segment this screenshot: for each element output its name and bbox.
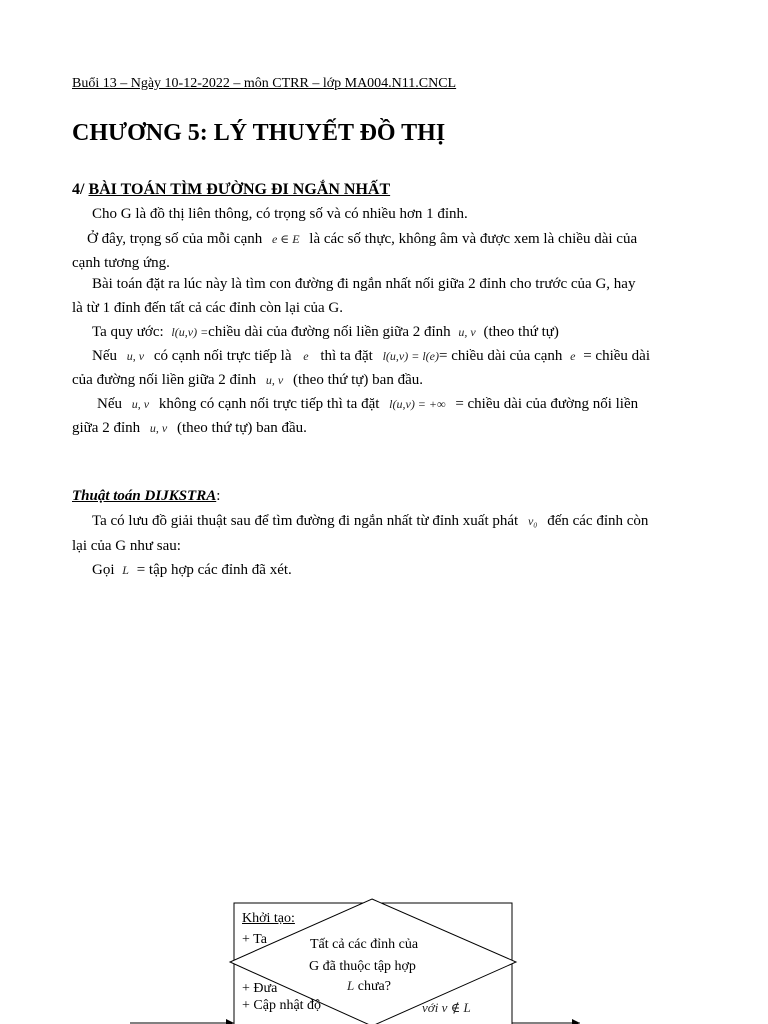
math-uv: u, v	[149, 421, 168, 435]
text: (theo thứ tự)	[483, 324, 559, 340]
text: Ở đây, trọng số của mỗi cạnh	[87, 231, 263, 247]
paragraph-7-line-1	[92, 513, 648, 530]
math-uv: u, v	[131, 397, 150, 411]
math-uv: u, v	[265, 373, 284, 387]
math-uv: u, v	[458, 325, 476, 339]
paragraph-3-line-1: Bài toán đặt ra lúc này là tìm con đường đi ngắn nhất nối giữa 2 đỉnh cho trước của G, hay	[92, 276, 636, 292]
math-l-uv-inf: l(u,v) = +∞	[389, 397, 446, 411]
text: = tập hợp các đỉnh đã xét.	[136, 562, 292, 578]
text: = chiều dài của cạnh	[438, 348, 563, 364]
init-title: Khởi tạo:	[242, 911, 295, 926]
dijkstra-flowchart	[0, 890, 768, 1024]
paragraph-2-line-2: cạnh tương ứng.	[72, 255, 170, 271]
math-l-uv: l(u,v) =	[171, 325, 209, 339]
paragraph-6-line-2	[72, 420, 307, 437]
text: :	[216, 488, 221, 504]
init-line-3-math: với v ∉ L	[422, 1000, 471, 1015]
text: có cạnh nối trực tiếp là	[153, 348, 292, 364]
math-e: e	[303, 349, 309, 363]
algorithm-name: Thuật toán DIJKSTRA	[72, 488, 217, 504]
algorithm-title	[72, 488, 220, 505]
init-line-1: + Ta	[242, 932, 267, 947]
paragraph-4	[92, 324, 559, 341]
math-e-in-E: e ∈ E	[271, 232, 300, 246]
chapter-title: CHƯƠNG 5: LÝ THUYẾT ĐỒ THỊ	[72, 120, 446, 146]
math-uv: u, v	[126, 349, 145, 363]
text: = chiều dài	[583, 348, 650, 364]
text: Nếu	[97, 396, 122, 412]
paragraph-7-line-2: lại của G như sau:	[72, 538, 181, 554]
diamond-text-3	[347, 978, 391, 995]
text: (theo thứ tự) ban đầu.	[176, 420, 307, 436]
math-v0: v₀	[527, 514, 538, 528]
text: chưa?	[354, 979, 391, 994]
init-line-2: + Đưa	[242, 981, 278, 996]
text: Ta có lưu đồ giải thuật sau để tìm đường đi ngắn nhất từ đỉnh xuất phát	[92, 513, 519, 529]
text: Ta quy ước:	[92, 324, 164, 340]
text: Nếu	[92, 348, 117, 364]
section-heading	[72, 181, 390, 199]
math-l-uv-le: l(u,v) = l(e)	[382, 349, 439, 363]
diamond-text-2: G đã thuộc tập hợp	[309, 959, 416, 974]
text: thì ta đặt	[320, 348, 373, 364]
paragraph-3-line-2: là từ 1 đỉnh đến tất cả các đỉnh còn lại của G.	[72, 300, 343, 316]
text: của đường nối liền giữa 2 đỉnh	[72, 372, 257, 388]
paragraph-6-line-1	[97, 396, 638, 413]
flowchart-svg	[0, 890, 768, 1024]
math-L: L	[122, 563, 129, 577]
text: chiều dài của đường nối liền giữa 2 đỉnh	[208, 324, 451, 340]
math-e: e	[570, 349, 576, 363]
paragraph-8	[92, 562, 292, 579]
section-number: 4/	[72, 181, 89, 198]
arrowhead-right	[572, 1019, 580, 1024]
arrowhead-left	[226, 1019, 234, 1024]
text: = chiều dài của đường nối liền	[455, 396, 639, 412]
text: là các số thực, không âm và được xem là chiều dài của	[309, 231, 638, 247]
math-L: L	[347, 978, 355, 993]
paragraph-5-line-1	[92, 348, 650, 365]
lesson-header: Buổi 13 – Ngày 10-12-2022 – môn CTRR – lớp MA004.N11.CNCL	[72, 76, 457, 91]
text: Gọi	[92, 562, 115, 578]
text: (theo thứ tự) ban đầu.	[293, 372, 423, 388]
paragraph-5-line-2	[72, 372, 423, 389]
text: đến các đỉnh còn	[547, 513, 649, 529]
paragraph-1: Cho G là đồ thị liên thông, có trọng số và có nhiều hơn 1 đỉnh.	[92, 206, 468, 222]
paragraph-2-line-1	[87, 231, 637, 248]
text: không có cạnh nối trực tiếp thì ta đặt	[158, 396, 380, 412]
section-title: BÀI TOÁN TÌM ĐƯỜNG ĐI NGẮN NHẤT	[88, 181, 391, 198]
text: giữa 2 đỉnh	[72, 420, 141, 436]
diamond-text-1: Tất cả các đỉnh của	[310, 937, 419, 952]
init-line-3: + Cập nhật độ	[242, 998, 322, 1013]
